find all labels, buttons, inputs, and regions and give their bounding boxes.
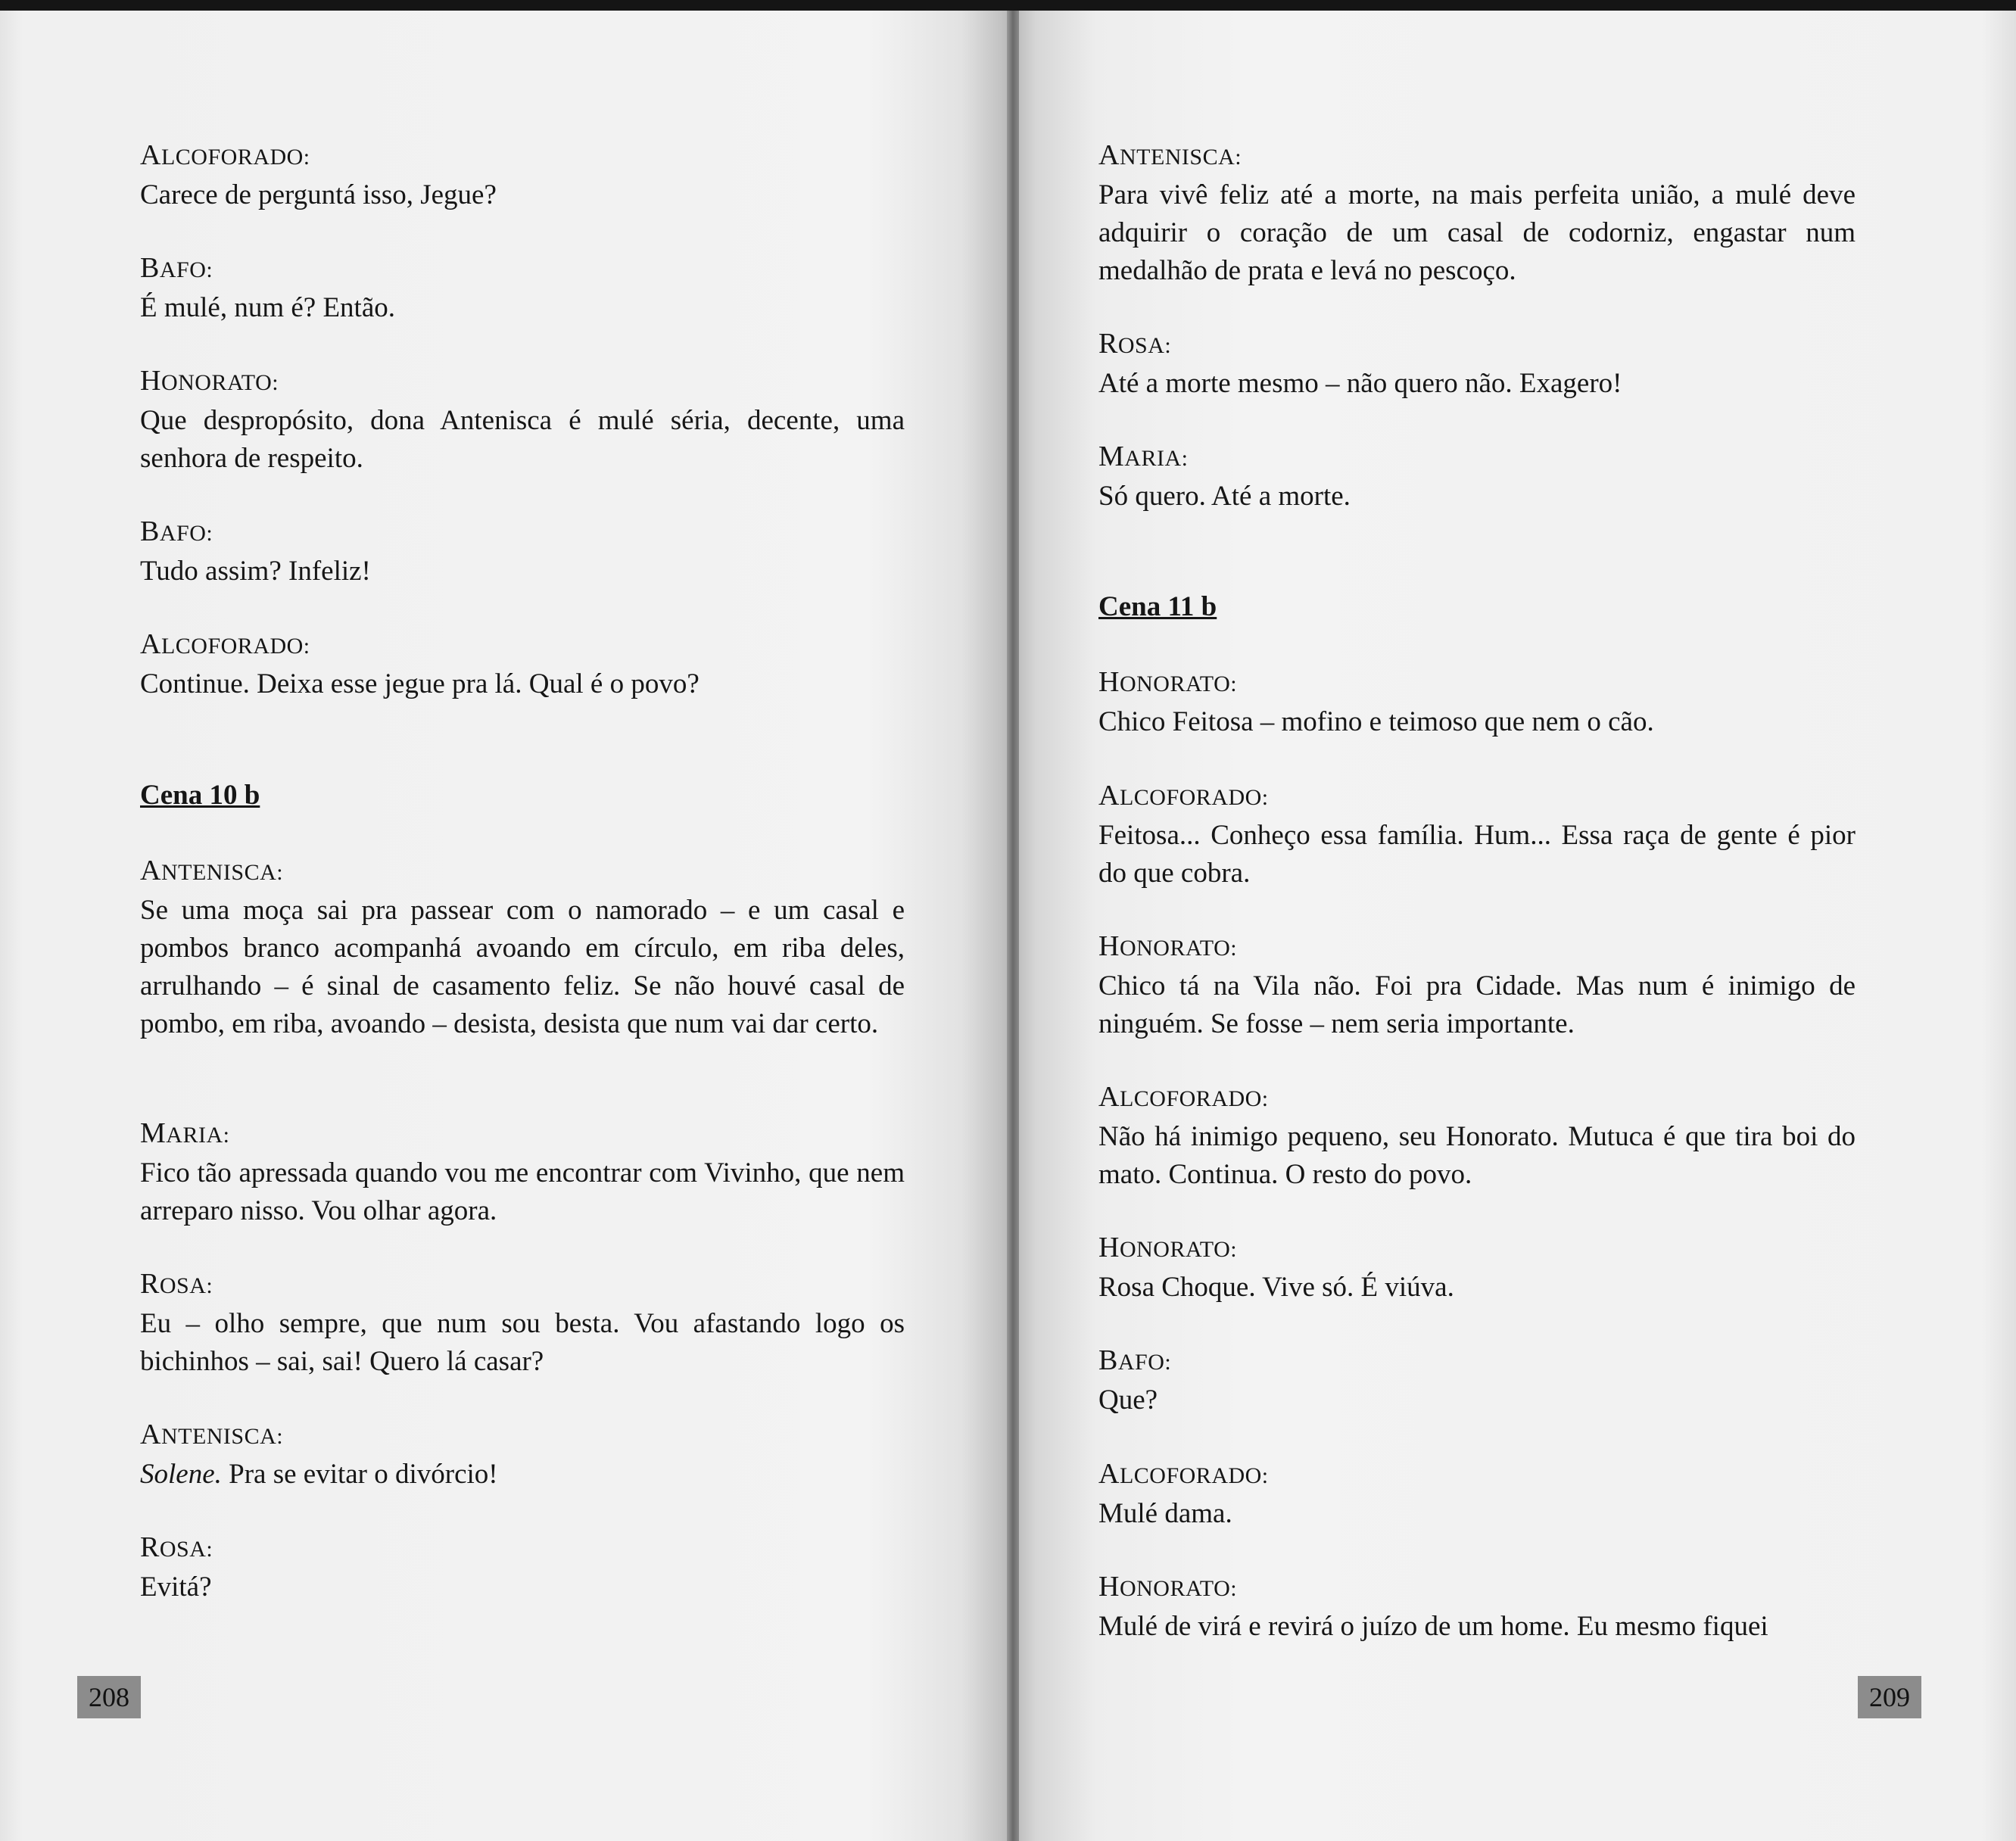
speaker-name: BAFO: (140, 252, 213, 284)
dialogue-block (140, 1528, 905, 1606)
speech-text: Carece de perguntá isso, Jegue? (140, 179, 497, 210)
dialogue-block (1098, 1229, 1856, 1307)
dialogue-block (1098, 1455, 1856, 1533)
speaker-name: ALCOFORADO: (1098, 1458, 1269, 1490)
speech-text: Mulé dama. (1098, 1498, 1232, 1529)
speech-text: Evitá? (140, 1572, 212, 1603)
dialogue-block (140, 1114, 905, 1230)
speech-text: Mulé de virá e revirá o juízo de um home. Eu mesmo fiquei (1098, 1611, 1768, 1642)
speaker-name: MARIA: (1098, 441, 1189, 472)
speaker-name: ALCOFORADO: (1098, 1081, 1269, 1113)
top-edge (0, 0, 2016, 11)
speech-text: Se uma moça sai pra passear com o namorado – e um casal e pombos branco acompanhá avoando em círculo, em riba deles, arrulhando – é sinal de casamento feliz. Se não houvé casal de pombo, em riba, avoando – desista, desista que num vai dar certo. (140, 895, 905, 1039)
speech-text: Feitosa... Conheço essa família. Hum... Essa raça de gente é pior do que cobra. (1098, 820, 1856, 889)
speaker-name: ANTENISCA: (140, 1419, 284, 1450)
speech-text: Não há inimigo pequeno, seu Honorato. Mutuca é que tira boi do mato. Continua. O resto do povo. (1098, 1121, 1856, 1190)
dialogue-block (1098, 1078, 1856, 1194)
speaker-name: HONORATO: (1098, 666, 1238, 698)
dialogue-block (1098, 663, 1856, 741)
dialogue-block (1098, 927, 1856, 1043)
dialogue-block (1098, 1568, 1856, 1646)
scene-title: Cena 10 b (140, 780, 260, 811)
speaker-name: BAFO: (140, 516, 213, 547)
dialogue-block (140, 1416, 905, 1494)
speech-text: Fico tão apressada quando vou me encontrar com Vivinho, que nem arreparo nisso. Vou olhar agora. (140, 1157, 905, 1226)
page-number: 208 (77, 1676, 141, 1718)
dialogue-block (140, 1265, 905, 1381)
dialogue-block (1098, 1341, 1856, 1419)
speaker-name: ANTENISCA: (140, 855, 284, 886)
speech-text: Rosa Choque. Vive só. É viúva. (1098, 1272, 1454, 1303)
speech-remainder: Pra se evitar o divórcio! (221, 1459, 498, 1490)
dialogue-block (140, 512, 905, 590)
dialogue-block (1098, 325, 1856, 403)
page-number: 209 (1858, 1676, 1921, 1718)
dialogue-block (140, 852, 905, 1043)
speaker-name: ALCOFORADO: (140, 139, 310, 171)
left-page (0, 11, 1013, 1841)
speaker-name: ALCOFORADO: (140, 628, 310, 660)
speech-text: Chico tá na Vila não. Foi pra Cidade. Mas num é inimigo de ninguém. Se fosse – nem seria importante. (1098, 970, 1856, 1039)
speaker-name: ROSA: (140, 1531, 213, 1563)
speaker-name: HONORATO: (1098, 930, 1238, 962)
speech-text: Para vivê feliz até a morte, na mais perfeita união, a mulé deve adquirir o coração de um casal de codorniz, engastar num medalhão de prata e levá no pescoço. (1098, 179, 1856, 286)
dialogue-block (1098, 438, 1856, 516)
speaker-name: HONORATO: (1098, 1232, 1238, 1263)
speech-text: Continue. Deixa esse jegue pra lá. Qual é o povo? (140, 668, 700, 699)
speaker-name: HONORATO: (1098, 1571, 1238, 1603)
dialogue-block (140, 362, 905, 478)
speaker-name: HONORATO: (140, 365, 279, 397)
scene-heading (140, 777, 905, 815)
speech-text (140, 1456, 905, 1494)
speech-text: Tudo assim? Infeliz! (140, 556, 371, 587)
stage-direction: Solene. (140, 1459, 222, 1490)
right-page (1013, 11, 2016, 1841)
speech-text: Que? (1098, 1385, 1158, 1416)
speech-text: Eu – olho sempre, que num sou besta. Vou afastando logo os bichinhos – sai, sai! Quero lá casar? (140, 1308, 905, 1377)
scene-heading (1098, 588, 1856, 626)
dialogue-block (140, 625, 905, 703)
dialogue-block (140, 136, 905, 214)
speech-text: Só quero. Até a morte. (1098, 481, 1351, 512)
book-spine (1007, 11, 1019, 1841)
speech-text: Que despropósito, dona Antenisca é mulé séria, decente, uma senhora de respeito. (140, 405, 905, 474)
scene-title: Cena 11 b (1098, 591, 1217, 622)
speaker-name: ANTENISCA: (1098, 139, 1242, 171)
dialogue-block (140, 249, 905, 327)
speaker-name: BAFO: (1098, 1344, 1172, 1376)
speech-text: Até a morte mesmo – não quero não. Exagero! (1098, 368, 1622, 399)
speaker-name: MARIA: (140, 1117, 230, 1149)
speaker-name: ALCOFORADO: (1098, 780, 1269, 811)
speaker-name: ROSA: (140, 1268, 213, 1300)
speech-text: É mulé, num é? Então. (140, 292, 396, 323)
dialogue-block (1098, 777, 1856, 892)
speech-text: Chico Feitosa – mofino e teimoso que nem o cão. (1098, 706, 1654, 737)
dialogue-block (1098, 136, 1856, 290)
speaker-name: ROSA: (1098, 328, 1172, 360)
